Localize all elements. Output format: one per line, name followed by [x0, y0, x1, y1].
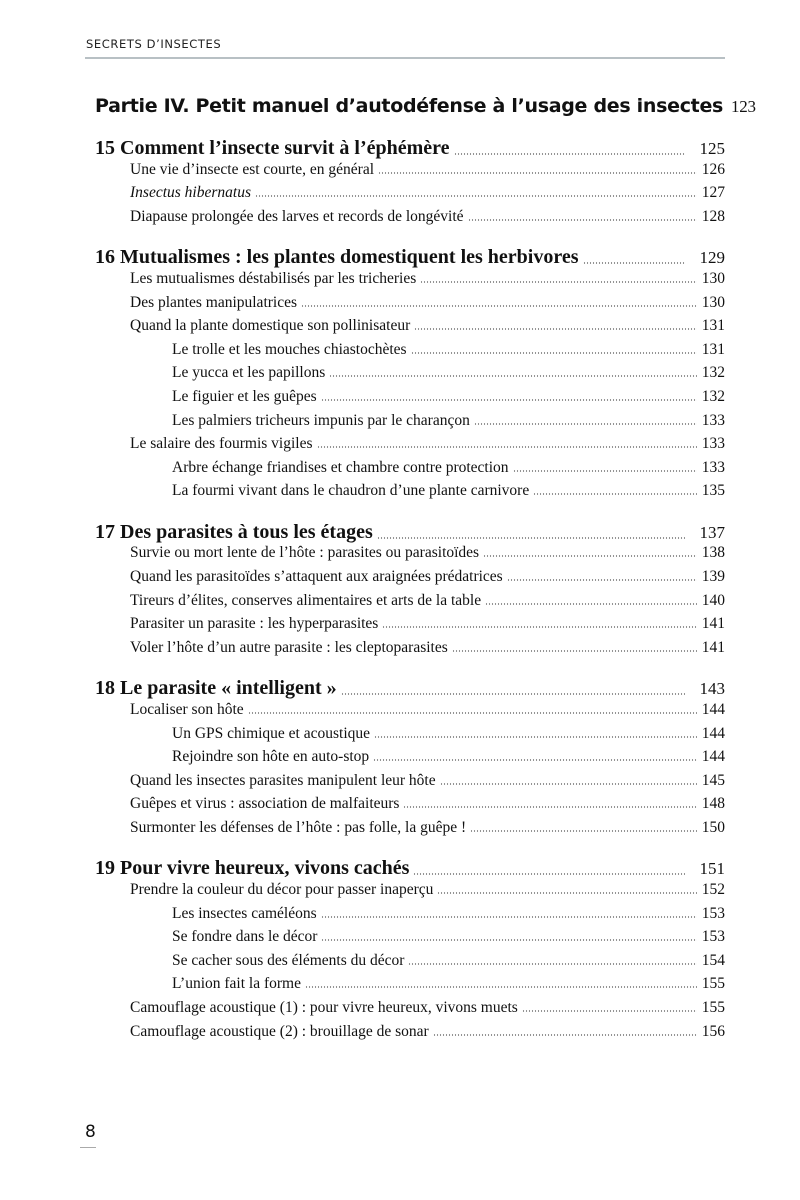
toc-entry-page: 132: [701, 387, 725, 405]
page-number-rule: [80, 1147, 96, 1148]
toc-entry-title: Arbre échange friandises et chambre contre protection: [172, 458, 509, 476]
toc-entry-title: Un GPS chimique et acoustique: [172, 724, 371, 742]
toc-entry[interactable]: [95, 975, 725, 993]
toc-entry[interactable]: [95, 364, 725, 382]
toc-chapter[interactable]: [95, 246, 725, 269]
toc-entry-title: Tireurs d’élites, conserves alimentaires et arts de la table: [130, 591, 482, 609]
dot-leader: [378, 172, 697, 174]
toc-entry[interactable]: [95, 881, 725, 899]
toc-entry-page: 130: [701, 293, 725, 311]
dot-leader: [373, 759, 697, 761]
toc-entry-title: Les insectes caméléons: [172, 904, 317, 922]
toc-entry[interactable]: [95, 952, 725, 970]
toc-entry[interactable]: [95, 819, 725, 837]
toc-entry-title: L’union fait la forme: [172, 975, 301, 993]
toc-entry-page: 155: [701, 975, 725, 993]
dot-leader: [485, 603, 697, 605]
toc-entry[interactable]: [95, 208, 725, 226]
toc-entry-title: 18 Le parasite « intelligent »: [95, 677, 337, 700]
toc-entry-page: 126: [701, 160, 725, 178]
toc-entry[interactable]: [95, 928, 725, 946]
header-rule: [85, 57, 725, 59]
toc-entry[interactable]: [95, 435, 725, 453]
toc-entry[interactable]: [95, 725, 725, 743]
toc-entry-title: 19 Pour vivre heureux, vivons cachés: [95, 857, 410, 880]
toc-entry-title: Les palmiers tricheurs impunis par le charançon: [172, 411, 470, 429]
toc-entry-page: 141: [701, 638, 725, 656]
dot-leader: [321, 399, 697, 401]
toc-entry-title: Partie IV. Petit manuel d’autodéfense à l’usage des insectes: [95, 95, 724, 117]
toc-entry[interactable]: [95, 482, 725, 500]
toc-entry-title: Surmonter les défenses de l’hôte : pas folle, la guêpe !: [130, 818, 467, 836]
toc-entry[interactable]: [95, 270, 725, 288]
toc-entry-title: Le yucca et les papillons: [172, 364, 326, 382]
dot-leader: [377, 537, 685, 539]
toc-entry[interactable]: [95, 412, 725, 430]
toc-entry-title: Guêpes et virus : association de malfaiteurs: [130, 795, 400, 813]
toc-entry-title: Les mutualismes déstabilisés par les tricheries: [130, 269, 417, 287]
toc-entry[interactable]: [95, 795, 725, 813]
dot-leader: [321, 916, 697, 918]
toc-entry-page: 143: [699, 679, 725, 699]
dot-leader: [437, 892, 697, 894]
dot-leader: [440, 783, 697, 785]
toc-entry-title: Se cacher sous des éléments du décor: [172, 951, 405, 969]
toc-entry-title: Localiser son hôte: [130, 700, 244, 718]
dot-leader: [317, 446, 697, 448]
toc-entry-title: Camouflage acoustique (1) : pour vivre heureux, vivons muets: [130, 999, 518, 1016]
toc-entry[interactable]: [95, 999, 725, 1017]
toc-entry-page: 151: [699, 859, 725, 879]
toc-entry-page: 141: [701, 615, 725, 633]
dot-leader: [403, 806, 697, 808]
dot-leader: [321, 939, 697, 941]
toc-entry-title: Une vie d’insecte est courte, en général: [130, 160, 375, 178]
toc-entry-page: 132: [701, 364, 725, 382]
dot-leader: [255, 195, 697, 197]
toc-entry-title: La fourmi vivant dans le chaudron d’une plante carnivore: [172, 482, 530, 500]
toc-entry-page: 153: [701, 928, 725, 946]
toc-chapter[interactable]: [95, 137, 725, 160]
dot-leader: [522, 1010, 697, 1012]
toc-entry-page: 139: [701, 568, 725, 585]
dot-leader: [382, 626, 697, 628]
toc-entry-page: 130: [701, 269, 725, 287]
toc-entry-page: 140: [701, 591, 725, 609]
dot-leader: [474, 423, 697, 425]
toc-entry-page: 150: [701, 818, 725, 836]
toc-entry[interactable]: [95, 294, 725, 312]
toc-entry-page: 153: [701, 904, 725, 922]
dot-leader: [341, 693, 685, 695]
toc-entry[interactable]: [95, 748, 725, 766]
toc-entry[interactable]: [95, 317, 725, 335]
toc-entry[interactable]: [95, 615, 725, 633]
dot-leader: [452, 650, 697, 652]
toc-entry-page: 156: [701, 1022, 725, 1040]
toc-entry-title: 17 Des parasites à tous les étages: [95, 520, 373, 543]
running-header: SECRETS D’INSECTES: [86, 37, 222, 51]
toc-part[interactable]: [95, 95, 756, 117]
toc-entry[interactable]: [95, 459, 725, 477]
dot-leader: [507, 579, 697, 581]
dot-leader: [301, 305, 697, 307]
toc-entry[interactable]: [95, 905, 725, 923]
toc-entry-page: 152: [701, 881, 725, 898]
dot-leader: [483, 555, 697, 557]
toc-entry-title: Quand la plante domestique son pollinisateur: [130, 317, 411, 335]
toc-entry-page: 128: [701, 207, 725, 225]
toc-entry-title: Rejoindre son hôte en auto-stop: [172, 748, 370, 766]
dot-leader: [513, 470, 697, 472]
dot-leader: [374, 736, 697, 738]
dot-leader: [433, 1034, 697, 1036]
toc-entry[interactable]: [95, 388, 725, 406]
toc-chapter[interactable]: [95, 857, 725, 880]
toc-entry-title: Le trolle et les mouches chiastochètes: [172, 340, 407, 358]
toc-entry-title: Diapause prolongée des larves et records de longévité: [130, 207, 464, 225]
toc-entry-title: 16 Mutualismes : les plantes domestiquent les herbivores: [95, 246, 579, 269]
toc-entry-title: Parasiter un parasite : les hyperparasites: [130, 615, 379, 633]
toc-entry-title: Quand les parasitoïdes s’attaquent aux araignées prédatrices: [130, 568, 503, 585]
toc-entry[interactable]: [95, 592, 725, 610]
toc-entry-title: Prendre la couleur du décor pour passer inaperçu: [130, 881, 434, 898]
dot-leader: [454, 153, 685, 155]
toc-entry[interactable]: [95, 772, 725, 790]
dot-leader: [420, 281, 697, 283]
dot-leader: [583, 262, 685, 264]
toc-entry[interactable]: [95, 568, 725, 586]
toc-entry[interactable]: [95, 701, 725, 719]
toc-entry[interactable]: [95, 544, 725, 562]
toc-entry-page: 145: [701, 771, 725, 789]
dot-leader: [414, 328, 697, 330]
dot-leader: [411, 352, 697, 354]
dot-leader: [468, 219, 697, 221]
toc-entry-page: 123: [731, 97, 756, 116]
toc-entry[interactable]: [95, 639, 725, 657]
toc-entry-page: 133: [701, 435, 725, 453]
toc-entry-title: Insectus hibernatus: [130, 184, 251, 202]
page-number: 8: [85, 1122, 96, 1142]
toc-entry-page: 129: [699, 248, 725, 268]
toc-entry-page: 138: [701, 544, 725, 562]
dot-leader: [413, 873, 685, 875]
toc-entry-page: 148: [701, 795, 725, 813]
toc-entry-page: 127: [701, 184, 725, 202]
toc-entry-title: Des plantes manipulatrices: [130, 293, 298, 311]
toc-entry[interactable]: [95, 161, 725, 179]
toc-chapter[interactable]: [95, 677, 725, 700]
dot-leader: [329, 375, 697, 377]
toc-entry[interactable]: [95, 184, 725, 202]
toc-entry-title: Se fondre dans le décor: [172, 928, 318, 946]
toc-entry-page: 137: [699, 522, 725, 542]
toc-entry-page: 144: [701, 748, 725, 766]
toc-chapter[interactable]: [95, 521, 725, 544]
toc-entry-page: 144: [701, 700, 725, 718]
toc-entry-title: Camouflage acoustique (2) : brouillage de sonar: [130, 1022, 429, 1040]
dot-leader: [248, 712, 697, 714]
dot-leader: [305, 986, 697, 988]
toc-entry-title: Voler l’hôte d’un autre parasite : les cleptoparasites: [130, 638, 448, 656]
toc-entry-title: Survie ou mort lente de l’hôte : parasites ou parasitoïdes: [130, 544, 480, 562]
toc-entry-page: 144: [701, 724, 725, 742]
toc-entry[interactable]: [95, 1023, 725, 1041]
dot-leader: [408, 963, 697, 965]
toc-entry-title: Le salaire des fourmis vigiles: [130, 435, 313, 453]
toc-entry-page: 131: [701, 317, 725, 335]
toc-entry-page: 133: [701, 458, 725, 476]
toc-entry-title: Quand les insectes parasites manipulent leur hôte: [130, 771, 436, 789]
toc-entry-page: 131: [701, 340, 725, 358]
dot-leader: [533, 493, 697, 495]
toc-entry-page: 125: [699, 139, 725, 158]
toc-entry-page: 133: [701, 411, 725, 429]
toc-entry-title: 15 Comment l’insecte survit à l’éphémère: [95, 137, 450, 159]
dot-leader: [470, 830, 697, 832]
toc-entry-title: Le figuier et les guêpes: [172, 387, 317, 405]
toc-entry[interactable]: [95, 341, 725, 359]
toc-entry-page: 155: [701, 999, 725, 1016]
toc-entry-page: 135: [701, 482, 725, 500]
toc-entry-page: 154: [701, 951, 725, 969]
